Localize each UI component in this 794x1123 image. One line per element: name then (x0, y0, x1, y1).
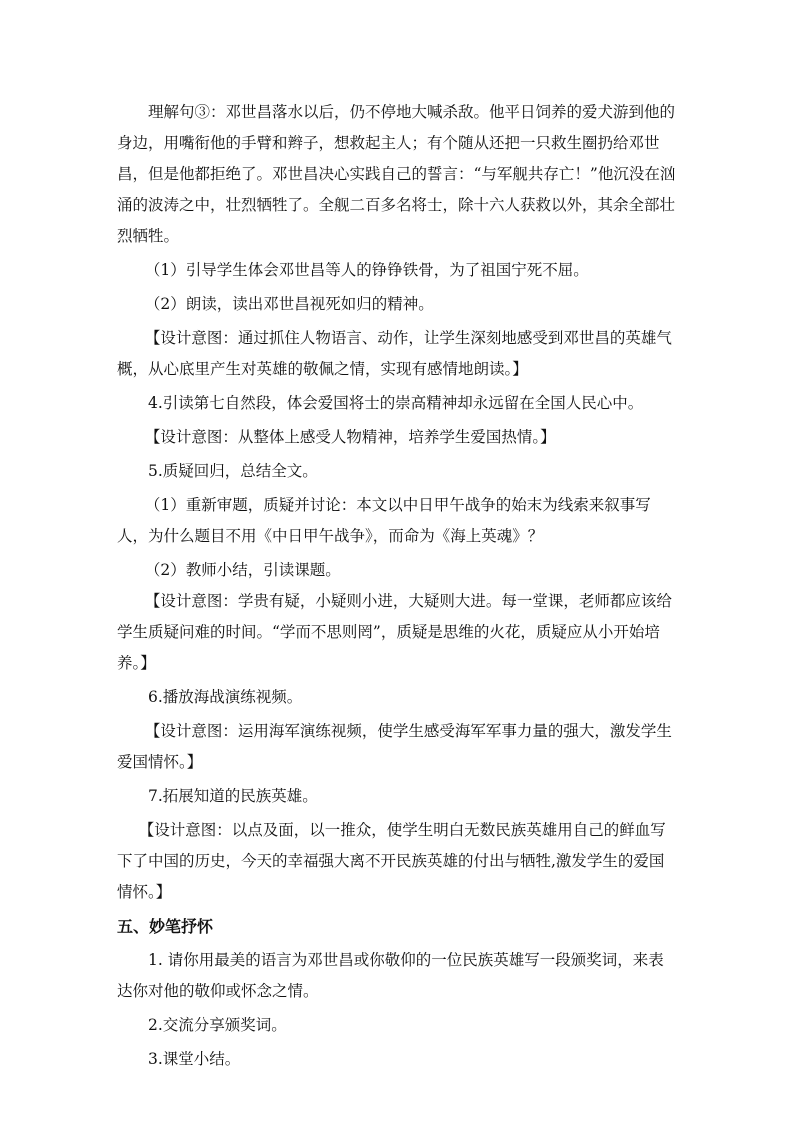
task-3: 3.课堂小结。 (148, 1050, 241, 1068)
step-4: 4.引读第七自然段，体会爱国将士的崇高精神却永远留在全国人民心中。 (148, 394, 644, 412)
step-5: 5.质疑回归，总结全文。 (148, 462, 318, 480)
task-2: 2.交流分享颁奖词。 (148, 1016, 287, 1034)
paragraph-understand-sentence-3: 理解句③：邓世昌落水以后，仍不停地大喊杀敌。他平日饲养的爱犬游到他的身边，用嘴衔他的手臂和辫子，想救起主人；有个随从还把一只救生圈扔给邓世昌，但是他都拒绝了。邓世昌决心实践自己的誓言：“与军舰共存亡！”他沉没在汹涌的波涛之中，壮烈牺牲了。全舰二百多名将士，除十六人获救以外，其余全部壮烈牺牲。 (117, 103, 676, 245)
paragraph-guide-1: （1）引导学生体会邓世昌等人的铮铮铁骨，为了祖国宁死不屈。 (144, 261, 589, 279)
paragraph-summary-2: （2）教师小结，引读课题。 (144, 561, 341, 579)
design-intent-5: 【设计意图：以点及面，以一推众，使学生明白无数民族英雄用自己的鲜血写下了中国的历史，今天的幸福强大离不开民族英雄的付出与牺牲,激发学生的爱国情怀。】 (117, 821, 666, 901)
task-1: 1. 请你用最美的语言为邓世昌或你敬仰的一位民族英雄写一段颁奖词，来表达你对他的敬仰或怀念之情。 (117, 951, 664, 1000)
step-7: 7.拓展知道的民族英雄。 (148, 787, 318, 805)
paragraph-discussion-1: （1）重新审题，质疑并讨论：本文以中日甲午战争的始末为线索来叙事写人，为什么题目不用《中日甲午战争》，而命为《海上英魂》？ (117, 496, 651, 545)
step-6: 6.播放海战演练视频。 (148, 688, 303, 706)
design-intent-4: 【设计意图：运用海军演练视频，使学生感受海军军事力量的强大，激发学生爱国情怀。】 (117, 722, 672, 771)
design-intent-1: 【设计意图：通过抓住人物语言、动作，让学生深刻地感受到邓世昌的英雄气概，从心底里产生对英雄的敬佩之情，实现有感情地朗读。】 (117, 329, 672, 378)
section-heading-5: 五、妙笔抒怀 (117, 917, 214, 936)
paragraph-read-aloud-2: （2）朗读，读出邓世昌视死如归的精神。 (144, 295, 434, 313)
design-intent-3: 【设计意图：学贵有疑，小疑则小进，大疑则大进。每一堂课，老师都应该给学生质疑问难的时间。“学而不思则罔”，质疑是思维的火花，质疑应从小开始培养。】 (117, 592, 672, 672)
document-page (117, 97, 679, 1075)
design-intent-2: 【设计意图：从整体上感受人物精神，培养学生爱国热情。】 (144, 428, 556, 446)
